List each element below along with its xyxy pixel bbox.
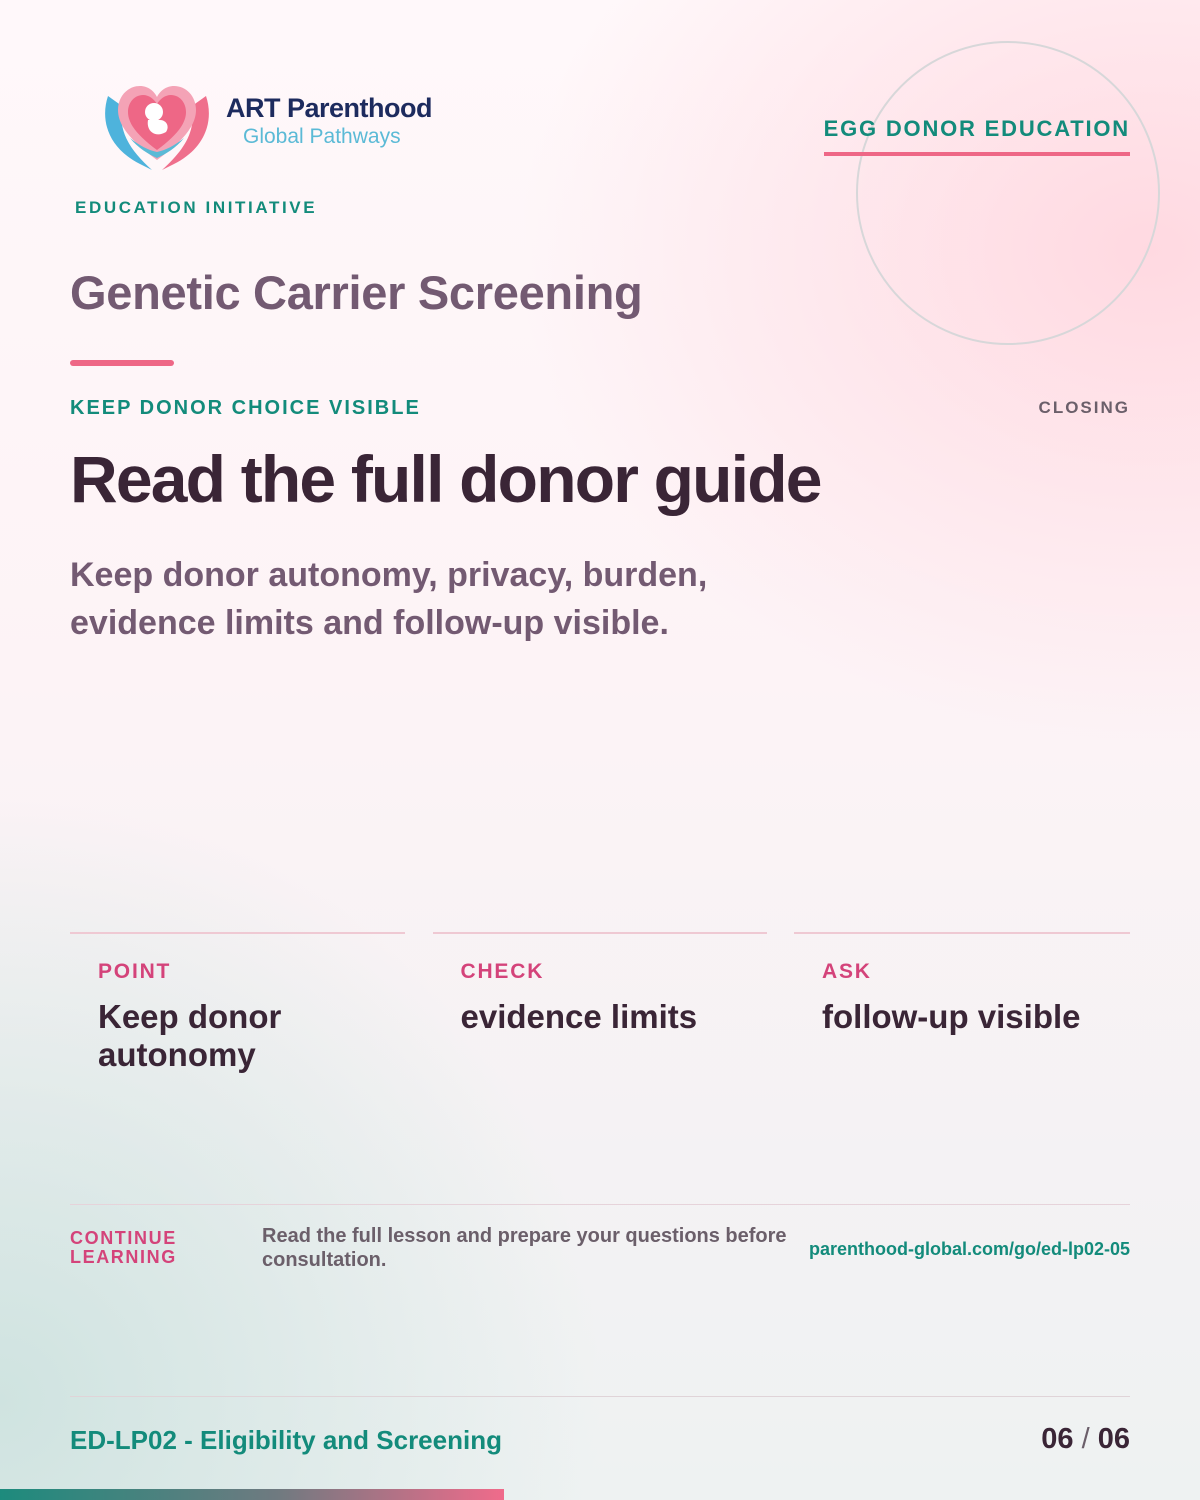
- key-points: [70, 932, 1130, 1074]
- page-current: 06: [1041, 1423, 1074, 1455]
- eyebrow-label: KEEP DONOR CHOICE VISIBLE: [70, 397, 421, 419]
- card-text: follow-up visible: [822, 998, 1081, 1035]
- card-label: ASK: [822, 960, 872, 983]
- heart-hands-baby-icon: [100, 76, 214, 172]
- topic-label: EGG DONOR EDUCATION: [824, 116, 1130, 156]
- card-label: CHECK: [460, 960, 545, 983]
- guide-link[interactable]: parenthood-global.com/go/ed-lp02-05: [808, 1239, 1130, 1259]
- card-text: Keep donor autonomy: [98, 998, 282, 1073]
- lead-paragraph: Keep donor autonomy, privacy, burden, evidence limits and follow-up visible.: [70, 556, 708, 642]
- progress-bar: [0, 1489, 504, 1500]
- footer-divider: [70, 1396, 1130, 1397]
- ask-card: [794, 932, 1130, 1074]
- card-label: POINT: [98, 960, 172, 983]
- headline: Read the full donor guide: [70, 442, 821, 516]
- page-separator: /: [1081, 1423, 1090, 1455]
- section-tag: CLOSING: [1038, 398, 1130, 417]
- cta-text: Read the full lesson and prepare your questions before consultation.: [262, 1225, 787, 1271]
- page-total: 06: [1097, 1423, 1130, 1455]
- course-code: ED-LP02 - Eligibility and Screening: [70, 1425, 502, 1455]
- brand-tagline: Global Pathways: [243, 125, 401, 148]
- cta-divider: [70, 1204, 1130, 1205]
- page-indicator: [1041, 1423, 1130, 1456]
- program-label: EDUCATION INITIATIVE: [75, 198, 318, 217]
- check-card: [433, 932, 767, 1074]
- title-underline: [70, 360, 174, 366]
- card-text: evidence limits: [460, 998, 698, 1035]
- cta-label: CONTINUE LEARNING: [70, 1228, 177, 1267]
- lesson-title: Genetic Carrier Screening: [70, 266, 643, 319]
- point-card: [70, 932, 405, 1074]
- brand-name: ART Parenthood: [226, 93, 432, 123]
- decorative-ring: [856, 41, 1160, 345]
